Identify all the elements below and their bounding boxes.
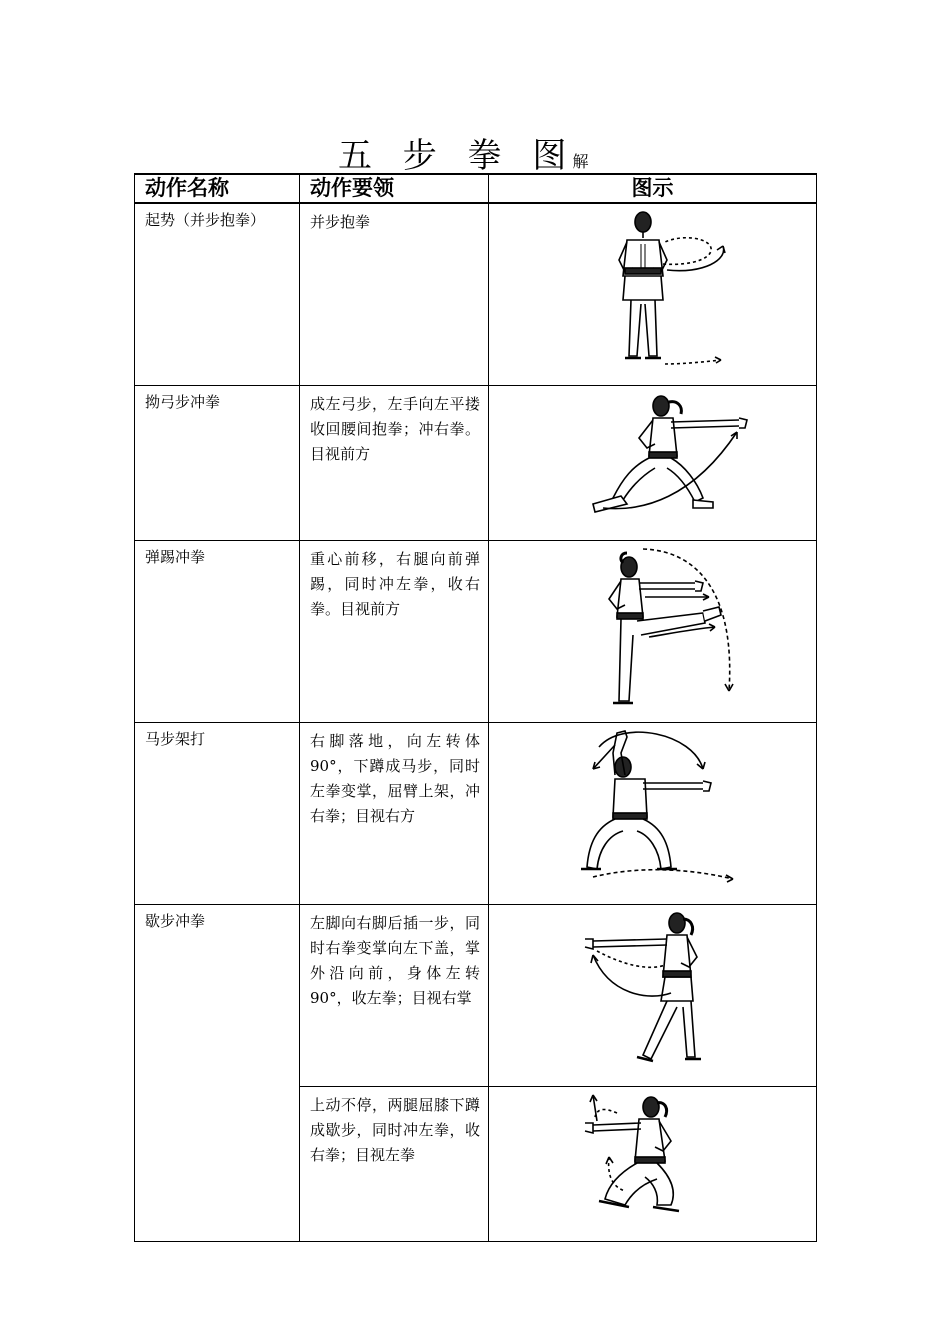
five-step-fist-table: [134, 173, 817, 1242]
table-row: [135, 541, 817, 723]
title-main: 五 步 拳 图: [338, 136, 577, 176]
table-row: [135, 386, 817, 541]
page-title: [338, 128, 588, 177]
figure-cross-step: [553, 905, 753, 1070]
figure-rest-stance-punch: [553, 1087, 753, 1227]
figure-ready-stance: [553, 204, 753, 374]
action-essentials: 并步抱拳: [300, 203, 489, 386]
table-row: [135, 723, 817, 905]
figure-cell: [489, 1087, 817, 1242]
table-row: [135, 905, 817, 1087]
figure-cell: [489, 386, 817, 541]
action-essentials: 右脚落地，向左转体90°，下蹲成马步，同时左拳变掌，屈臂上架，冲右拳；目视右方: [300, 723, 489, 905]
action-essentials: 重心前移，右腿向前弹踢，同时冲左拳，收右拳。目视前方: [300, 541, 489, 723]
header-illustration: 图示: [489, 174, 817, 203]
figure-cell: [489, 905, 817, 1087]
table-row: [135, 203, 817, 386]
action-name: 马步架打: [135, 723, 300, 905]
figure-front-kick-punch: [553, 541, 753, 711]
figure-cell: [489, 723, 817, 905]
title-suffix: 解: [572, 152, 589, 171]
action-essentials: 成左弓步，左手向左平搂收回腰间抱拳；冲右拳。目视前方: [300, 386, 489, 541]
header-row: [135, 174, 817, 203]
action-name: 歇步冲拳: [135, 905, 300, 1242]
figure-cell: [489, 541, 817, 723]
figure-cell: [489, 203, 817, 386]
figure-bow-stance-punch: [553, 386, 753, 526]
header-action-name: 动作名称: [135, 174, 300, 203]
header-essentials: 动作要领: [300, 174, 489, 203]
action-essentials: 上动不停，两腿屈膝下蹲成歇步，同时冲左拳，收右拳；目视左拳: [300, 1087, 489, 1242]
action-name: 起势（并步抱拳）: [135, 203, 300, 386]
action-name: 弹踢冲拳: [135, 541, 300, 723]
figure-horse-stance-block: [553, 723, 753, 888]
action-essentials: 左脚向右脚后插一步，同时右拳变掌向左下盖，掌外沿向前，身体左转90°，收左拳；目视右掌: [300, 905, 489, 1087]
action-name: 拗弓步冲拳: [135, 386, 300, 541]
